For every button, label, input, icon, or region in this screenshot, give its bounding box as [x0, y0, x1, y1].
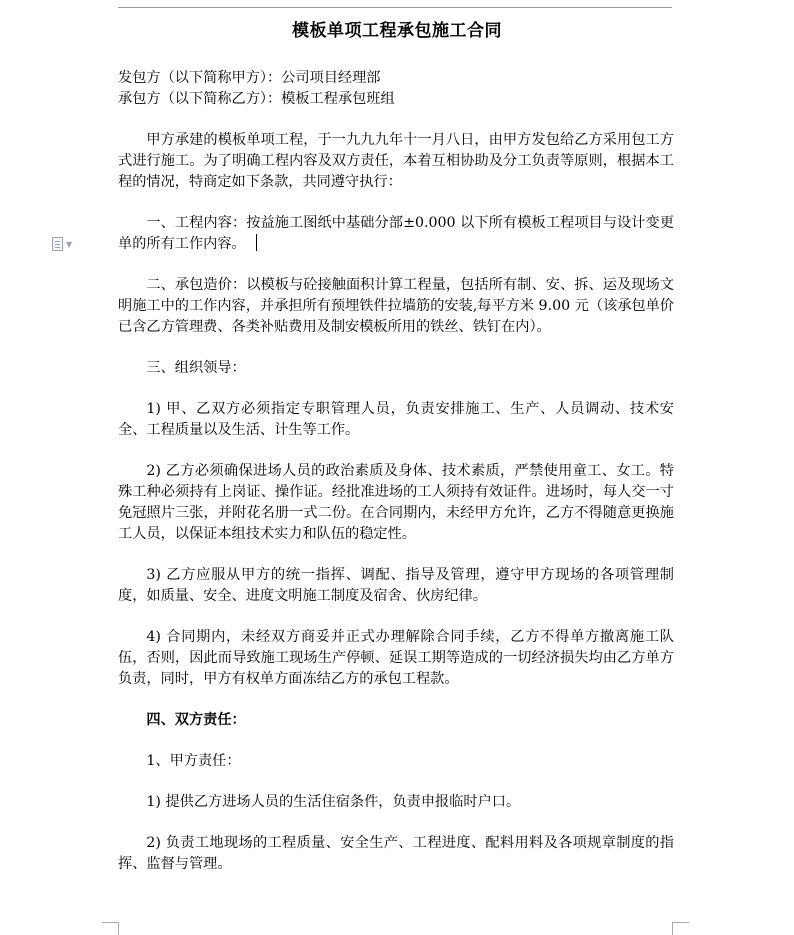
intro-paragraph: 甲方承建的模板单项工程，于一九九九年十一月八日，由甲方发包给乙方采用包工方式进行施工。为了明确工程内容及双方责任，本着互相协助及分工负责等原则，根据本工程的情况，特商定如下条款，共同遵守执行： [118, 132, 674, 190]
document-icon [52, 237, 63, 251]
document-body[interactable] [118, 68, 674, 875]
section-3-item-1: 1) 甲、乙双方必须指定专职管理人员，负责安排施工、生产、人员调动、技术安全、工程质量以及生活、计生等工作。 [118, 401, 674, 438]
chevron-down-icon: ▼ [66, 239, 73, 249]
party-a-line: 发包方（以下简称甲方）：公司项目经理部 [118, 70, 381, 86]
section-4-subheading: 1、甲方责任： [146, 753, 241, 769]
section-2-paragraph: 二、承包造价：以模板与砼接触面积计算工程量，包括所有制、安、拆、运及现场文明施工中的工作内容，并承担所有预埋铁件拉墙筋的安装,每平方米 9.00 元（该承包单价已含乙方管理费、各类补贴费用及制安模板所用的铁丝、铁钉在内）。 [118, 277, 674, 335]
text-cursor [256, 234, 258, 251]
section-3-heading: 三、组织领导： [146, 360, 246, 376]
document-options-icon[interactable] [52, 237, 72, 251]
section-1-text: 一、工程内容：按益施工图纸中基础分部±0.000 以下所有模板工程项目与设计变更单的所有工作内容。 [118, 215, 674, 252]
section-3-item-2: 2) 乙方必须确保进场人员的政治素质及身体、技术素质，严禁使用童工、女工。特殊工种必须持有上岗证、操作证。经批准进场的工人须持有效证件。进场时，每人交一寸免冠照片三张，并附花名册一式二份。在合同期内，未经甲方允许，乙方不得随意更换施工人员，以保证本组技术实力和队伍的稳定性。 [118, 463, 674, 542]
party-b-line: 承包方（以下简称乙方）：模板工程承包班组 [118, 91, 395, 107]
header-rule [118, 7, 672, 8]
page-corner-mark-left [102, 922, 119, 935]
section-4-heading: 四、双方责任： [146, 712, 246, 728]
page-corner-mark-right [672, 922, 689, 935]
section-1-paragraph [118, 213, 674, 255]
page-title: 模板单项工程承包施工合同 [292, 21, 502, 41]
section-3-item-4: 4) 合同期内，未经双方商妥并正式办理解除合同手续，乙方不得单方撤离施工队伍，否则，因此而导致施工现场生产停顿、延误工期等造成的一切经济损失均由乙方单方负责，同时，甲方有权单方面冻结乙方的承包工程款。 [118, 629, 674, 687]
section-3-item-3: 3) 乙方应服从甲方的统一指挥、调配、指导及管理，遵守甲方现场的各项管理制度，如质量、安全、进度文明施工制度及宿舍、伙房纪律。 [118, 567, 674, 604]
section-4-item-2: 2) 负责工地现场的工程质量、安全生产、工程进度、配料用料及各项规章制度的指挥、监督与管理。 [118, 835, 674, 872]
section-4-item-1: 1) 提供乙方进场人员的生活住宿条件，负责申报临时户口。 [146, 794, 521, 810]
